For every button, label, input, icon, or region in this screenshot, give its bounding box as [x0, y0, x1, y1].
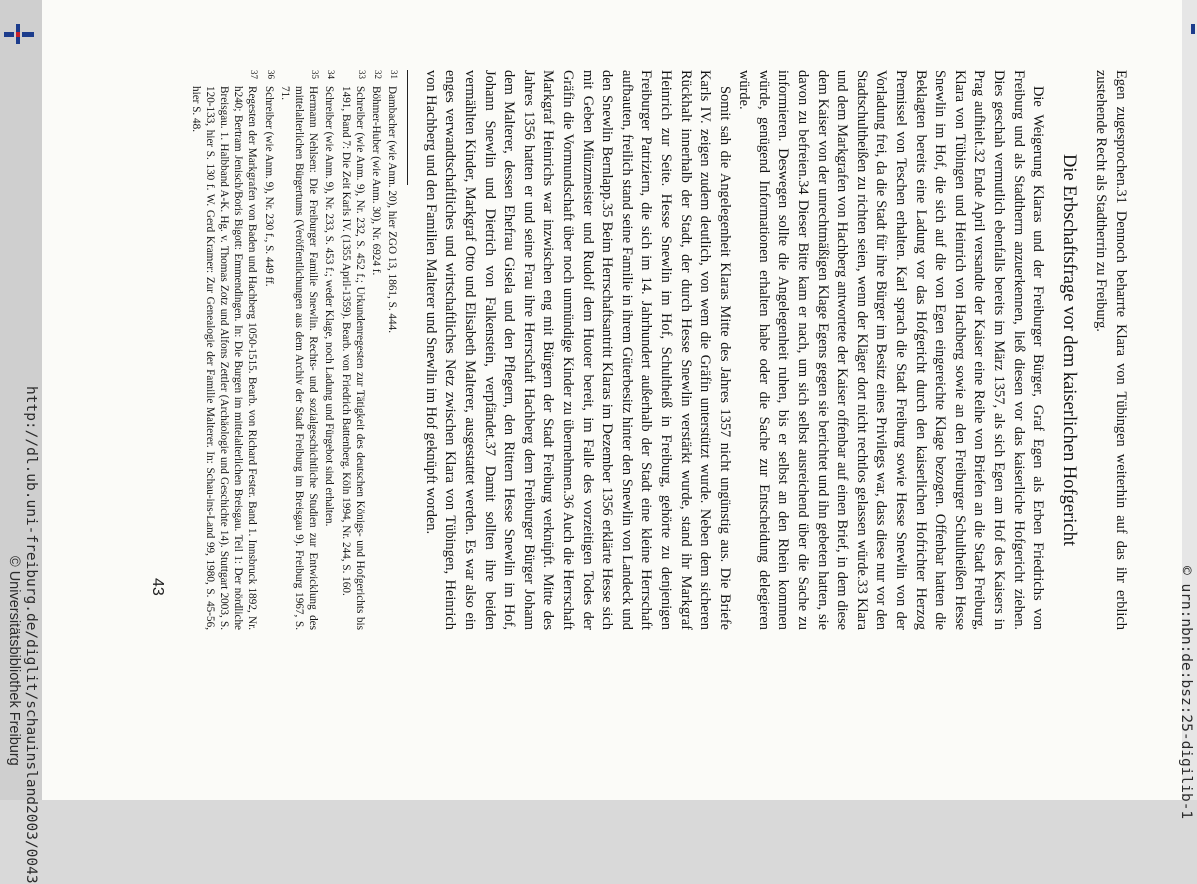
side-copyright: © Universitätsbibliothek Freiburg — [6, 556, 22, 766]
right-urn-label[interactable]: © urn:nbn:de:bsz:25-digilib-1 — [1178, 566, 1194, 820]
page-text-block — [188, 70, 1130, 630]
university-library-logo[interactable] — [4, 24, 34, 46]
footnote: 37Regesten der Markgrafen von Baden und Hachberg 1050-1515. Bearb. von Richard Fester. Band 1. Innsbruck 1892, Nr. h240; Bertram Jenisch/Boris Bigott: Emmendingen. In: Die Burgen im mittelalterlichen Breisgau. Teil 1: Der nördliche Breisgau. 1. Halbband A-K. Hg. v. Thomas Zotz und Alfons Zettler (Archäologie und Geschichte 14). Stuttgart 2003, S. 120-133, hier S. 130 f. W. Gerd Kramer: Zur Genealogie der Familie Malterer. In: Schau-ins-Land 99, 1980, S. 45-56, hier S. 48. — [189, 70, 260, 630]
body-paragraph-1: Die Weigerung Klaras und der Freiburger Bürger, Graf Egen als Erben Friedrichs von Freiburg und als Stadtherrn anzuerkennen, ließ diesen vor das kaiserliche Hofgericht ziehen. Dies geschah vermutlich ebenfalls bereits im März 1357, als sich Egen am Hof des Kaisers in Prag aufhielt.32 Ende April versandte der Kaiser eine Reihe von Briefen an die Stadt Freiburg, Klara von Tübingen und Heinrich von Hachberg sowie an den Freiburger Schultheißen Hesse Snewlin im Hof, die sich auf die von Egen eingereichte Klage bezogen. Offenbar hatten die Beklagten bereits eine Ladung vor das Hofgericht durch den kaiserlichen Hofrichter Herzog Premissel von Teschen erhalten. Karl sprach die Stadt Freiburg sowie Hesse Snewlin von der Vorladung frei, da die Stadt für ihre Bürger im Besitz eines Privilegs war, dass diese nur vor den Stadtschultheißen zu richten seien, wenn der Kläger dort nicht rechtlos gelassen würde.33 Klara und dem Markgrafen von Hachberg antwortete der Kaiser offenbar auf einen Brief, in dem diese dem Kaiser von der unrechtmäßigen Klage Egens gegen sie berichtet und ihn gebeten hatten, sie davon zu befreien.34 Dieser Bitte kam er nach, um sich selbst ausreichend über die Sache zu informieren. Deswegen sollte die Angelegenheit ruhen, bis er selbst an den Rhein kommen würde, genügend Informationen erhalten habe oder die Sache zur Entscheidung delegieren würde. — [736, 70, 1047, 630]
section-heading: Die Erbschaftsfrage vor dem kaiserlichen Hofgericht — [1058, 154, 1079, 546]
footnote: 31Dambacher (wie Anm. 20), hier ZGO 13, 1861, S. 444. — [386, 70, 400, 334]
footnote: 33Schreiber (wie Anm. 9), Nr. 232, S. 452 f.; Urkundenregesten zur Tätigkeit des deutschen Königs- und Hofgerichts bis 1491, Band 7: Die Zeit Karls IV. (1355 April-1359). Bearb. von Friedrich Battenberg. Köln 1994, Nr. 244, S. 160. — [339, 70, 367, 630]
footnote: 35Hermann Nehlsen: Die Freiburger Familie Snewlin. Rechts- und sozialgeschichtliche Studien zur Entwicklung des mittelalterlichen Bürgertums (Veröffentlichungen aus dem Archiv der Stadt Freiburg im Breisgau 9). Freiburg 1967, S. 71. — [278, 70, 321, 630]
body-paragraph-2: Somit sah die Angelegenheit Klaras Mitte des Jahres 1357 nicht ungünstig aus. Die Briefe Karls IV. zeigen zudem deutlich, von wem die Gräfin unterstützt wurde. Neben dem sicheren Rückhalt innerhalb der Stadt, der durch Hesse Snewlin verstärkt wurde, stand ihr Markgraf Heinrich zur Seite. Hesse Snewlin im Hof, Schultheiß in Freiburg, gehörte zu denjenigen Freiburger Patriziern, die sich im 14. Jahrhundert außerhalb der Stadt eine kleine Herrschaft aufbauten, freilich stand seine Familie in ihrem Güterbesitz hinter den Snewlin von Landeck und den Snewlin Bernlapp.35 Beim Herrschaftsantritt Klaras im Dezember 1356 erklärte Hesse sich mit Geben Münzmeister und Rudolf dem Huoter bereit, im Falle des vorzeitigen Todes der Gräfin die Vormundschaft über noch unmündige Kinder zu übernehmen.36 Auch die Herrschaft Markgraf Heinrichs war inzwischen eng mit Bürgern der Stadt Freiburg verknüpft. Mitte des Jahres 1356 hatten er und seine Frau ihre Herrschaft Hachberg dem Freiburger Bürger Johann dem Malterer, dessen Ehefrau Gisela und den Pflegern, den Rittern Hesse Snewlin im Hof, Johann Snewlin und Dietrich von Falkenstein, verpfändet.37 Damit sollten ihre beiden vermählten Kinder, Markgraf Otto und Elisabeth Malterer, ausgestattet werden. Es war also ein enges verwandtschaftliches und wirtschaftliches Netz zwischen Klara von Tübingen, Heinrich von Hachberg und den Familien Malterer und Snewlin im Hof geknüpft worden. — [422, 70, 733, 630]
lead-paragraph: Egen zugesprochen.31 Dennoch beharrte Klara von Tübingen weiterhin auf das ihr erblich zustehende Recht als Stadtherrin zu Freiburg. — [1093, 70, 1129, 630]
right-strip-marker — [1191, 24, 1195, 34]
footnote: 32Böhmer-Huber (wie Anm. 30), Nr. 6924 f. — [370, 70, 384, 276]
viewer-left-strip — [0, 0, 42, 884]
footnotes — [188, 70, 401, 630]
scanned-page — [42, 0, 1182, 800]
footnote-divider — [407, 70, 408, 185]
footnote: 36Schreiber (wie Anm. 9), Nr. 230 f., S. 449 ff. — [262, 70, 276, 287]
page-number: 43 — [149, 578, 166, 596]
footnote: 34Schreiber (wie Anm. 9), Nr. 233, S. 453 f.; weder Klage, noch Ladung und Fürgebot sind erhalten. — [323, 70, 337, 527]
side-url[interactable]: http://dl.ub.uni-freiburg.de/diglit/schauinsland2003/0043 — [23, 386, 39, 884]
